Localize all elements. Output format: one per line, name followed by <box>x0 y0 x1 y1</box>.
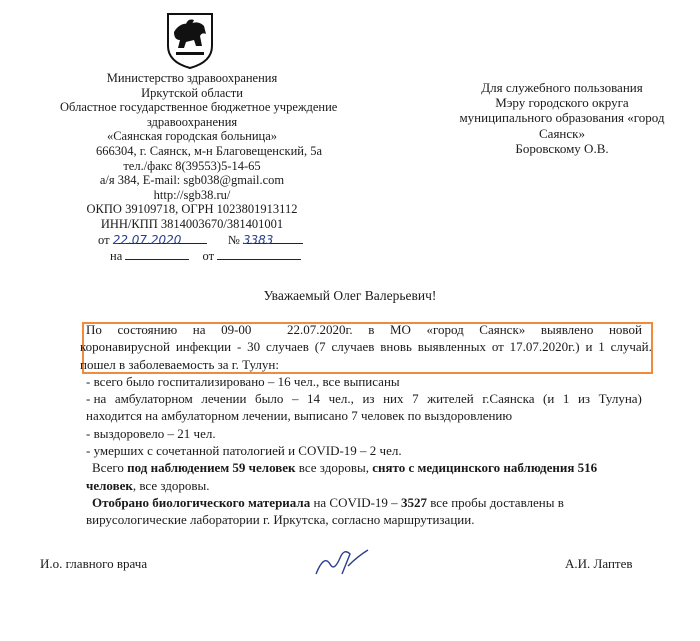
letterhead-okpo: ОКПО 39109718, ОГРН 1023801913112 <box>86 202 298 217</box>
letter-body <box>80 321 652 529</box>
signatory-name: А.И. Лаптев <box>565 556 633 571</box>
para-1-line-3: пошел в заболеваемость за г. Тулун: <box>80 356 279 372</box>
number-value: 3383 <box>243 233 303 244</box>
recipient-restriction: Для служебного пользования <box>481 80 643 95</box>
observation-line-2: человек, все здоровы. <box>86 477 210 493</box>
date-value: 22.07.2020 <box>113 233 207 244</box>
letterhead-hospital-name: «Саянская городская больница» <box>106 129 278 144</box>
letterhead-institution-cont: здравоохранения <box>146 114 238 129</box>
number-label: № <box>227 233 240 247</box>
letterhead <box>60 71 338 232</box>
letterhead-region: Иркутской области <box>141 85 243 100</box>
bullet-outpatient-line-1: - на амбулаторном лечении было – 14 чел., из них 7 жителей г.Саянска (и 1 из Тулуна) <box>86 391 642 407</box>
coat-of-arms-emblem <box>164 12 216 70</box>
letterhead-institution: Областное государственное бюджетное учреждение <box>60 100 338 115</box>
letterhead-ministry: Министерство здравоохранения <box>106 71 278 85</box>
bullet-hospitalized: - всего было госпитализировано – 16 чел., все выписаны <box>86 373 400 389</box>
letterhead-phone: тел./факс 8(39553)5-14-65 <box>123 158 261 173</box>
letterhead-website: http://sgb38.ru/ <box>153 187 231 202</box>
from-label-2: от <box>202 249 215 263</box>
from-blank <box>217 249 301 260</box>
greeting: Уважаемый Олег Валерьевич! <box>263 288 437 303</box>
recipient-block <box>452 80 672 156</box>
para-1-line-2: коронавирусной инфекции - 30 случаев (7 случаев вновь выявленных от 17.07.2020г.) и 1 случай. <box>80 339 652 355</box>
registration-line <box>98 233 303 248</box>
signatory-title: И.о. главного врача <box>40 556 148 571</box>
recipient-line-2: муниципального образования «город <box>459 110 665 126</box>
recipient-line-3: Саянск» <box>539 125 585 141</box>
recipient-name: Боровскому О.В. <box>515 140 609 156</box>
on-label: на <box>110 249 123 263</box>
biomaterial-line-2: вирусологические лаборатории г. Иркутска, согласно маршрутизации. <box>86 512 475 528</box>
reference-line <box>110 249 301 264</box>
letterhead-email: а/я 384, E-mail: sgb038@gmail.com <box>99 173 285 188</box>
handwritten-signature <box>312 544 372 578</box>
letterhead-address: 666304, г. Саянск, м-н Благовещенский, 5а <box>96 143 322 158</box>
on-blank <box>125 249 189 260</box>
from-label: от <box>98 233 110 247</box>
observation-line-1: Всего под наблюдением 59 человек все здоровы, снято с медицинского наблюдения 516 <box>92 460 598 476</box>
bullet-recovered: - выздоровело – 21 чел. <box>86 425 216 441</box>
bullet-outpatient-line-2: находится на амбулаторном лечении, выписано 7 человек по выздоровлению <box>86 408 513 424</box>
para-1-line-1: По состоянию на 09-00 22.07.2020г. в МО «город Саянск» выявлено новой <box>86 322 642 337</box>
letterhead-inn: ИНН/КПП 3814003670/381401001 <box>100 216 284 231</box>
biomaterial-line-1: Отобрано биологического материала на COVID-19 – 3527 все пробы доставлены в <box>92 494 564 510</box>
bullet-deceased: - умерших с сочетанной патологией и COVID-19 – 2 чел. <box>86 443 402 459</box>
recipient-line-1: Мэру городского округа <box>495 95 629 111</box>
